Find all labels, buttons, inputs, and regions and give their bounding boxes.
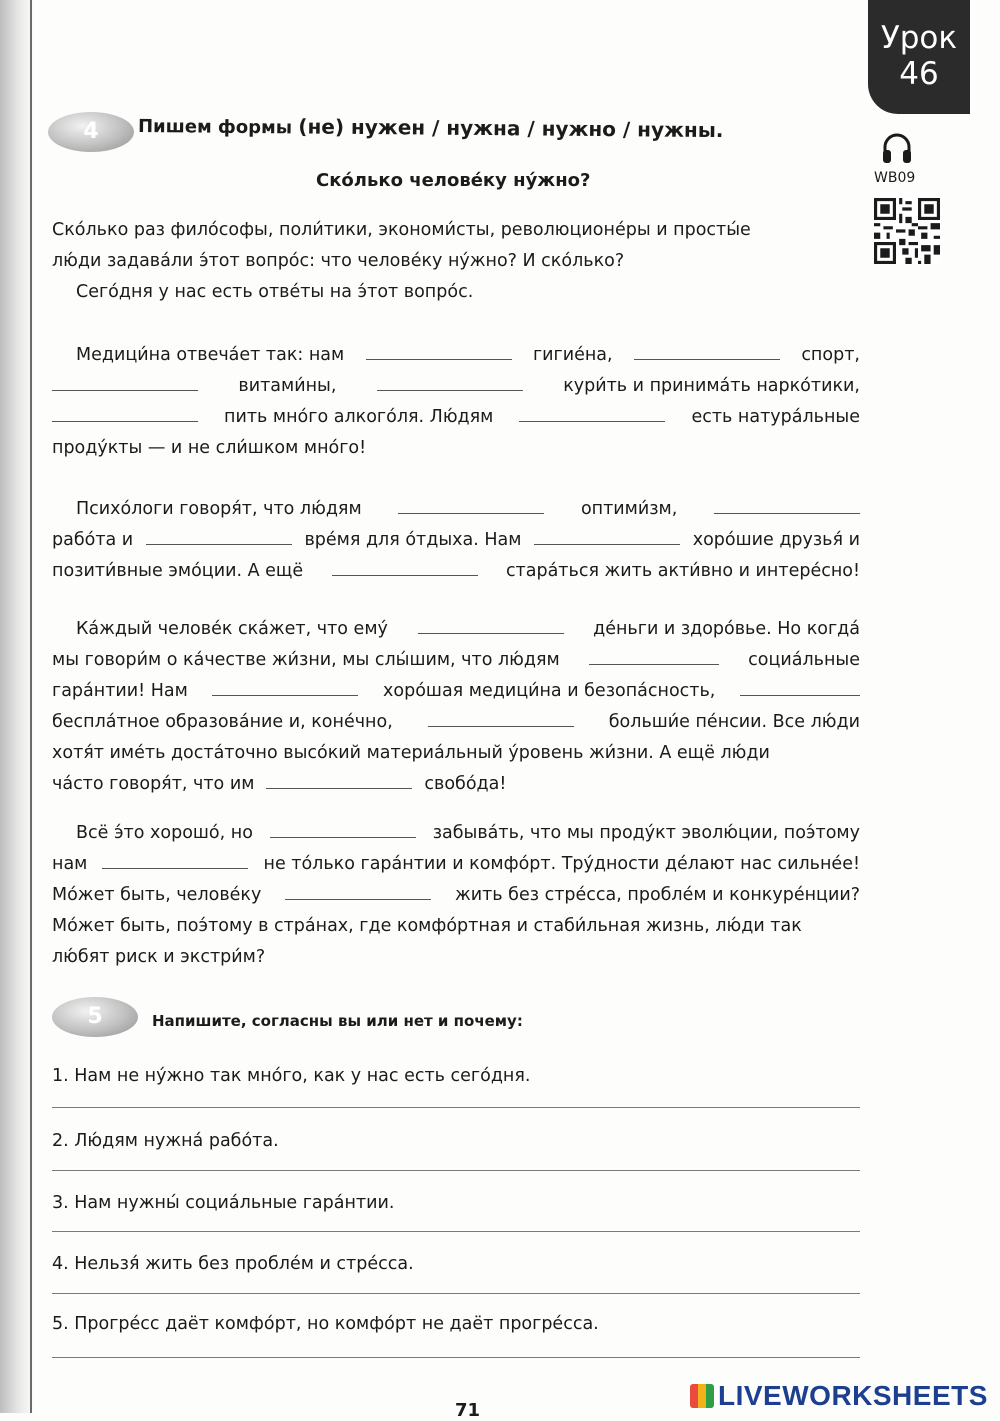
text-line [52,645,860,676]
answer-line[interactable] [52,1357,860,1358]
instruction-prefix: Пишем формы [137,116,293,139]
text-line [52,494,860,525]
text: кури́ть и принима́ть нарко́тики, [563,376,860,396]
paragraph-1 [52,215,860,308]
text-line [52,738,860,769]
answer-line[interactable] [52,1293,860,1294]
text-line [52,215,860,246]
answer-blank[interactable] [285,885,431,900]
text-line [52,277,860,308]
watermark-text: LIVEWORKSHEETS [718,1380,988,1411]
lesson-number: 46 [899,56,939,92]
text: стара́ться жить акти́вно и интере́сно! [505,561,860,581]
text-line [52,911,860,942]
text: пить мно́го алкого́ля. Лю́дям [224,407,494,427]
text-line [52,246,860,277]
scan-shadow [0,0,34,1413]
statement-1: 1. Нам не ну́жно так мно́го, как у нас есть сего́дня. [52,1066,531,1086]
text-line [52,676,860,707]
watermark [690,1380,988,1412]
lesson-word: Урок [880,20,958,56]
text: витами́ны, [238,376,337,396]
text-line [52,614,860,645]
text-line [52,880,860,911]
text: мы говори́м о ка́честве жи́зни, мы слы́шим, что лю́дям [52,650,560,670]
answer-blank[interactable] [534,530,680,545]
paragraph-5 [52,818,860,973]
headphones-icon[interactable] [880,132,914,166]
text: свобо́да! [424,774,507,794]
audio-code: WB09 [874,170,916,186]
answer-blank[interactable] [52,407,198,422]
text-line [52,818,860,849]
answer-line[interactable] [52,1231,860,1232]
text: социа́льные [748,650,860,670]
page-number: 71 [455,1400,481,1421]
text: Ско́лько раз фило́софы, поли́тики, экономи́сты, революционе́ры и просты́е [52,220,751,240]
answer-blank[interactable] [418,619,564,634]
lesson-tab [868,0,970,114]
answer-blank[interactable] [377,376,523,391]
text: больши́е пе́нсии. Все лю́ди [608,712,860,732]
text: спорт, [801,345,860,365]
answer-blank[interactable] [366,345,512,360]
answer-blank[interactable] [266,774,412,789]
text: хоро́шие друзья́ и [692,530,860,550]
text: хоро́шая медици́на и безопа́сность, [383,681,716,701]
answer-blank[interactable] [102,854,248,869]
instruction-forms: (не) нужен / нужна / нужно / нужны. [298,114,724,143]
text: ча́сто говоря́т, что им [52,774,255,794]
statement-4: 4. Нельзя́ жить без пробле́м и стре́сса. [52,1254,414,1274]
answer-blank[interactable] [52,376,198,391]
answer-blank[interactable] [714,499,860,514]
answer-blank[interactable] [332,561,478,576]
answer-line[interactable] [52,1170,860,1171]
paragraph-3 [52,494,860,587]
text-line [52,769,860,800]
answer-blank[interactable] [146,530,292,545]
text-line [52,433,860,464]
text-line [52,942,860,973]
statement-3: 3. Нам нужны́ социа́льные гара́нтии. [52,1193,395,1213]
text-line [52,402,860,433]
text: гара́нтии! Нам [52,681,188,701]
text: оптими́зм, [580,499,678,519]
scan-edge-line [30,0,32,1413]
text: рабо́та и [52,530,134,550]
text: не то́лько гара́нтии и комфо́рт. Тру́дности де́лают нас сильне́е! [263,854,860,874]
answer-blank[interactable] [428,712,574,727]
liveworksheets-logo-icon [690,1384,714,1408]
statement-2: 2. Лю́дям нужна́ рабо́та. [52,1131,279,1151]
text: лю́ди задава́ли э́тот вопро́с: что челове́ку ну́жно? И ско́лько? [52,251,625,271]
text: лю́бят риск и экстри́м? [52,947,266,967]
text: Мо́жет быть, челове́ку [52,885,262,905]
text: есть натура́льные [691,407,860,427]
exercise-5-badge: 5 [52,997,138,1037]
text: хотя́т име́ть доста́точно высо́кий материа́льный у́ровень жи́зни. А ещё лю́ди [52,743,770,763]
text-line [52,525,860,556]
text: де́ньги и здоро́вье. Но когда́ [593,619,860,639]
paragraph-2 [52,340,860,464]
exercise-4-instruction [138,113,724,142]
text: позити́вные эмо́ции. А ещё [52,561,304,581]
text: Мо́жет быть, поэ́тому в стра́нах, где комфо́ртная и стаби́льная жизнь, лю́ди так [52,916,802,936]
text: жить без стре́сса, пробле́м и конкуре́нции? [454,885,860,905]
text: Ка́ждый челове́к ска́жет, что ему́ [76,619,388,639]
text: гигие́на, [532,345,613,365]
text: Медици́на отвеча́ет так: нам [76,345,345,365]
qr-code-icon[interactable] [874,198,940,264]
answer-blank[interactable] [589,650,719,665]
answer-blank[interactable] [634,345,780,360]
answer-blank[interactable] [519,407,665,422]
text: забыва́ть, что мы проду́кт эволю́ции, поэ́тому [432,823,860,843]
text: беспла́тное образова́ние и, коне́чно, [52,712,393,732]
answer-blank[interactable] [270,823,416,838]
text: вре́мя для о́тдыха. Нам [304,530,522,550]
text: Сего́дня у нас есть отве́ты на э́тот вопро́с. [76,282,474,302]
answer-blank[interactable] [398,499,544,514]
text: проду́кты — и не сли́шком мно́го! [52,438,367,458]
text: Всё э́то хорошо́, но [76,823,253,843]
text: нам [52,854,88,874]
statement-5: 5. Прогре́сс даёт комфо́рт, но комфо́рт не даёт прогре́сса. [52,1314,599,1334]
text-line [52,849,860,880]
text-line [52,340,860,371]
exercise-5-instruction: Напишите, согласны вы или нет и почему: [152,1012,523,1030]
text-line [52,371,860,402]
text-line [52,707,860,738]
exercise-4-badge: 4 [48,112,134,152]
paragraph-4 [52,614,860,800]
answer-blank[interactable] [212,681,358,696]
answer-blank[interactable] [740,681,860,696]
text-line [52,556,860,587]
answer-line[interactable] [52,1107,860,1108]
text: Психо́логи говоря́т, что лю́дям [76,499,362,519]
text-title: Ско́лько челове́ку ну́жно? [316,170,591,191]
